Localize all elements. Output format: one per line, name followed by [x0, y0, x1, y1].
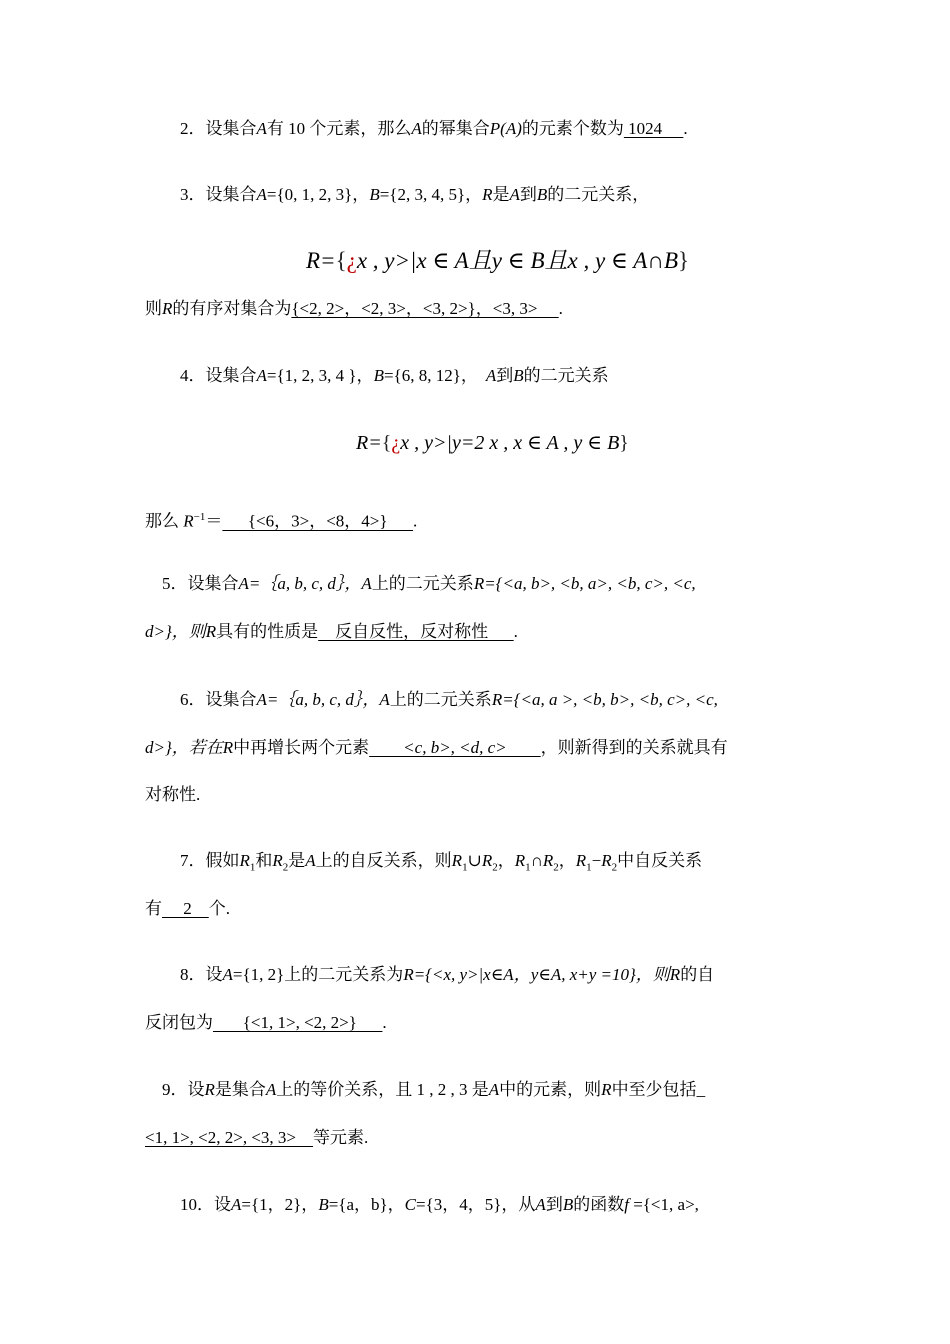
question-3: 3．设集合A={0, 1, 2, 3}，B={2, 3, 4, 5}，R是A到B的二元关系，	[180, 185, 650, 204]
question-2: 2．设集合A有 10 个元素，那么A的幂集合P(A)的元素个数为 1024 .	[180, 119, 688, 138]
answer-8: {<1, 1>, <2, 2>}	[213, 1013, 383, 1032]
question-5-line-2: d>}，则R具有的性质是 反自反性，反对称性 .	[145, 622, 518, 641]
answer-3: {<2, 2>，<2, 3>，<3, 2>}，<3, 3>	[291, 299, 559, 318]
question-6: 6．设集合A=｛a, b, c, d｝，A上的二元关系R={<a, a >, <b, b>, <b, c>, <c,	[180, 690, 718, 709]
question-9: 9．设R是集合A上的等价关系，且 1 , 2 , 3 是A中的元素，则R中至少包括_	[162, 1080, 706, 1099]
question-3-answer-line: 则R的有序对集合为{<2, 2>，<2, 3>，<3, 2>}，<3, 3> .	[145, 299, 563, 318]
formula-4: R={¿x , y>|y=2 x , x ∈ A , y ∈ B}	[356, 432, 629, 454]
question-4: 4．设集合A={1, 2, 3, 4 }，B={6, 8, 12}， A到B的二元关系	[180, 366, 609, 385]
question-8: 8．设A={1, 2}上的二元关系为R={<x, y>|x∈A，y∈A, x+y =10}，则R的自	[180, 965, 715, 984]
question-7: 7．假如$R_1$和$R_2$是A上的自反关系，则$R_1\cup R_2$，$R_1\cap R_2$，$R_1-R_2$中自反关系	[180, 851, 703, 874]
answer-6: <c, b>, <d, c>	[369, 738, 541, 757]
question-10: 10．设A={1，2}，B={a，b}，C={3，4，5}，从A到B的函数f ={<1, a>,	[180, 1195, 699, 1214]
formula-3: R={¿x , y>|x ∈ A且y ∈ B且x , y ∈ A∩B}	[306, 248, 690, 273]
answer-9: <1, 1>, <2, 2>, <3, 3>	[145, 1128, 314, 1147]
question-9-line-2: <1, 1>, <2, 2>, <3, 3> 等元素.	[145, 1128, 369, 1147]
answer-4: {<6，3>，<8，4>}	[222, 511, 414, 531]
question-8-line-2: 反闭包为 {<1, 1>, <2, 2>} .	[145, 1013, 387, 1032]
question-7-line-2: 有 2 个.	[145, 899, 230, 918]
answer-7: 2	[162, 899, 209, 918]
question-6-line-3: 对称性.	[145, 785, 201, 804]
question-6-line-2: d>}，若在R中再增长两个元素 <c, b>, <d, c> ，则新得到的关系就具有	[145, 738, 728, 757]
answer-5: 反自反性，反对称性	[318, 622, 514, 641]
question-5: 5．设集合A=｛a, b, c, d｝，A上的二元关系R={<a, b>, <b, a>, <b, c>, <c,	[162, 574, 696, 593]
question-4-answer-line: 那么 $R^{-1}=$ {<6，3>，<8，4>} .	[145, 511, 418, 531]
answer-2: 1024	[623, 119, 684, 138]
